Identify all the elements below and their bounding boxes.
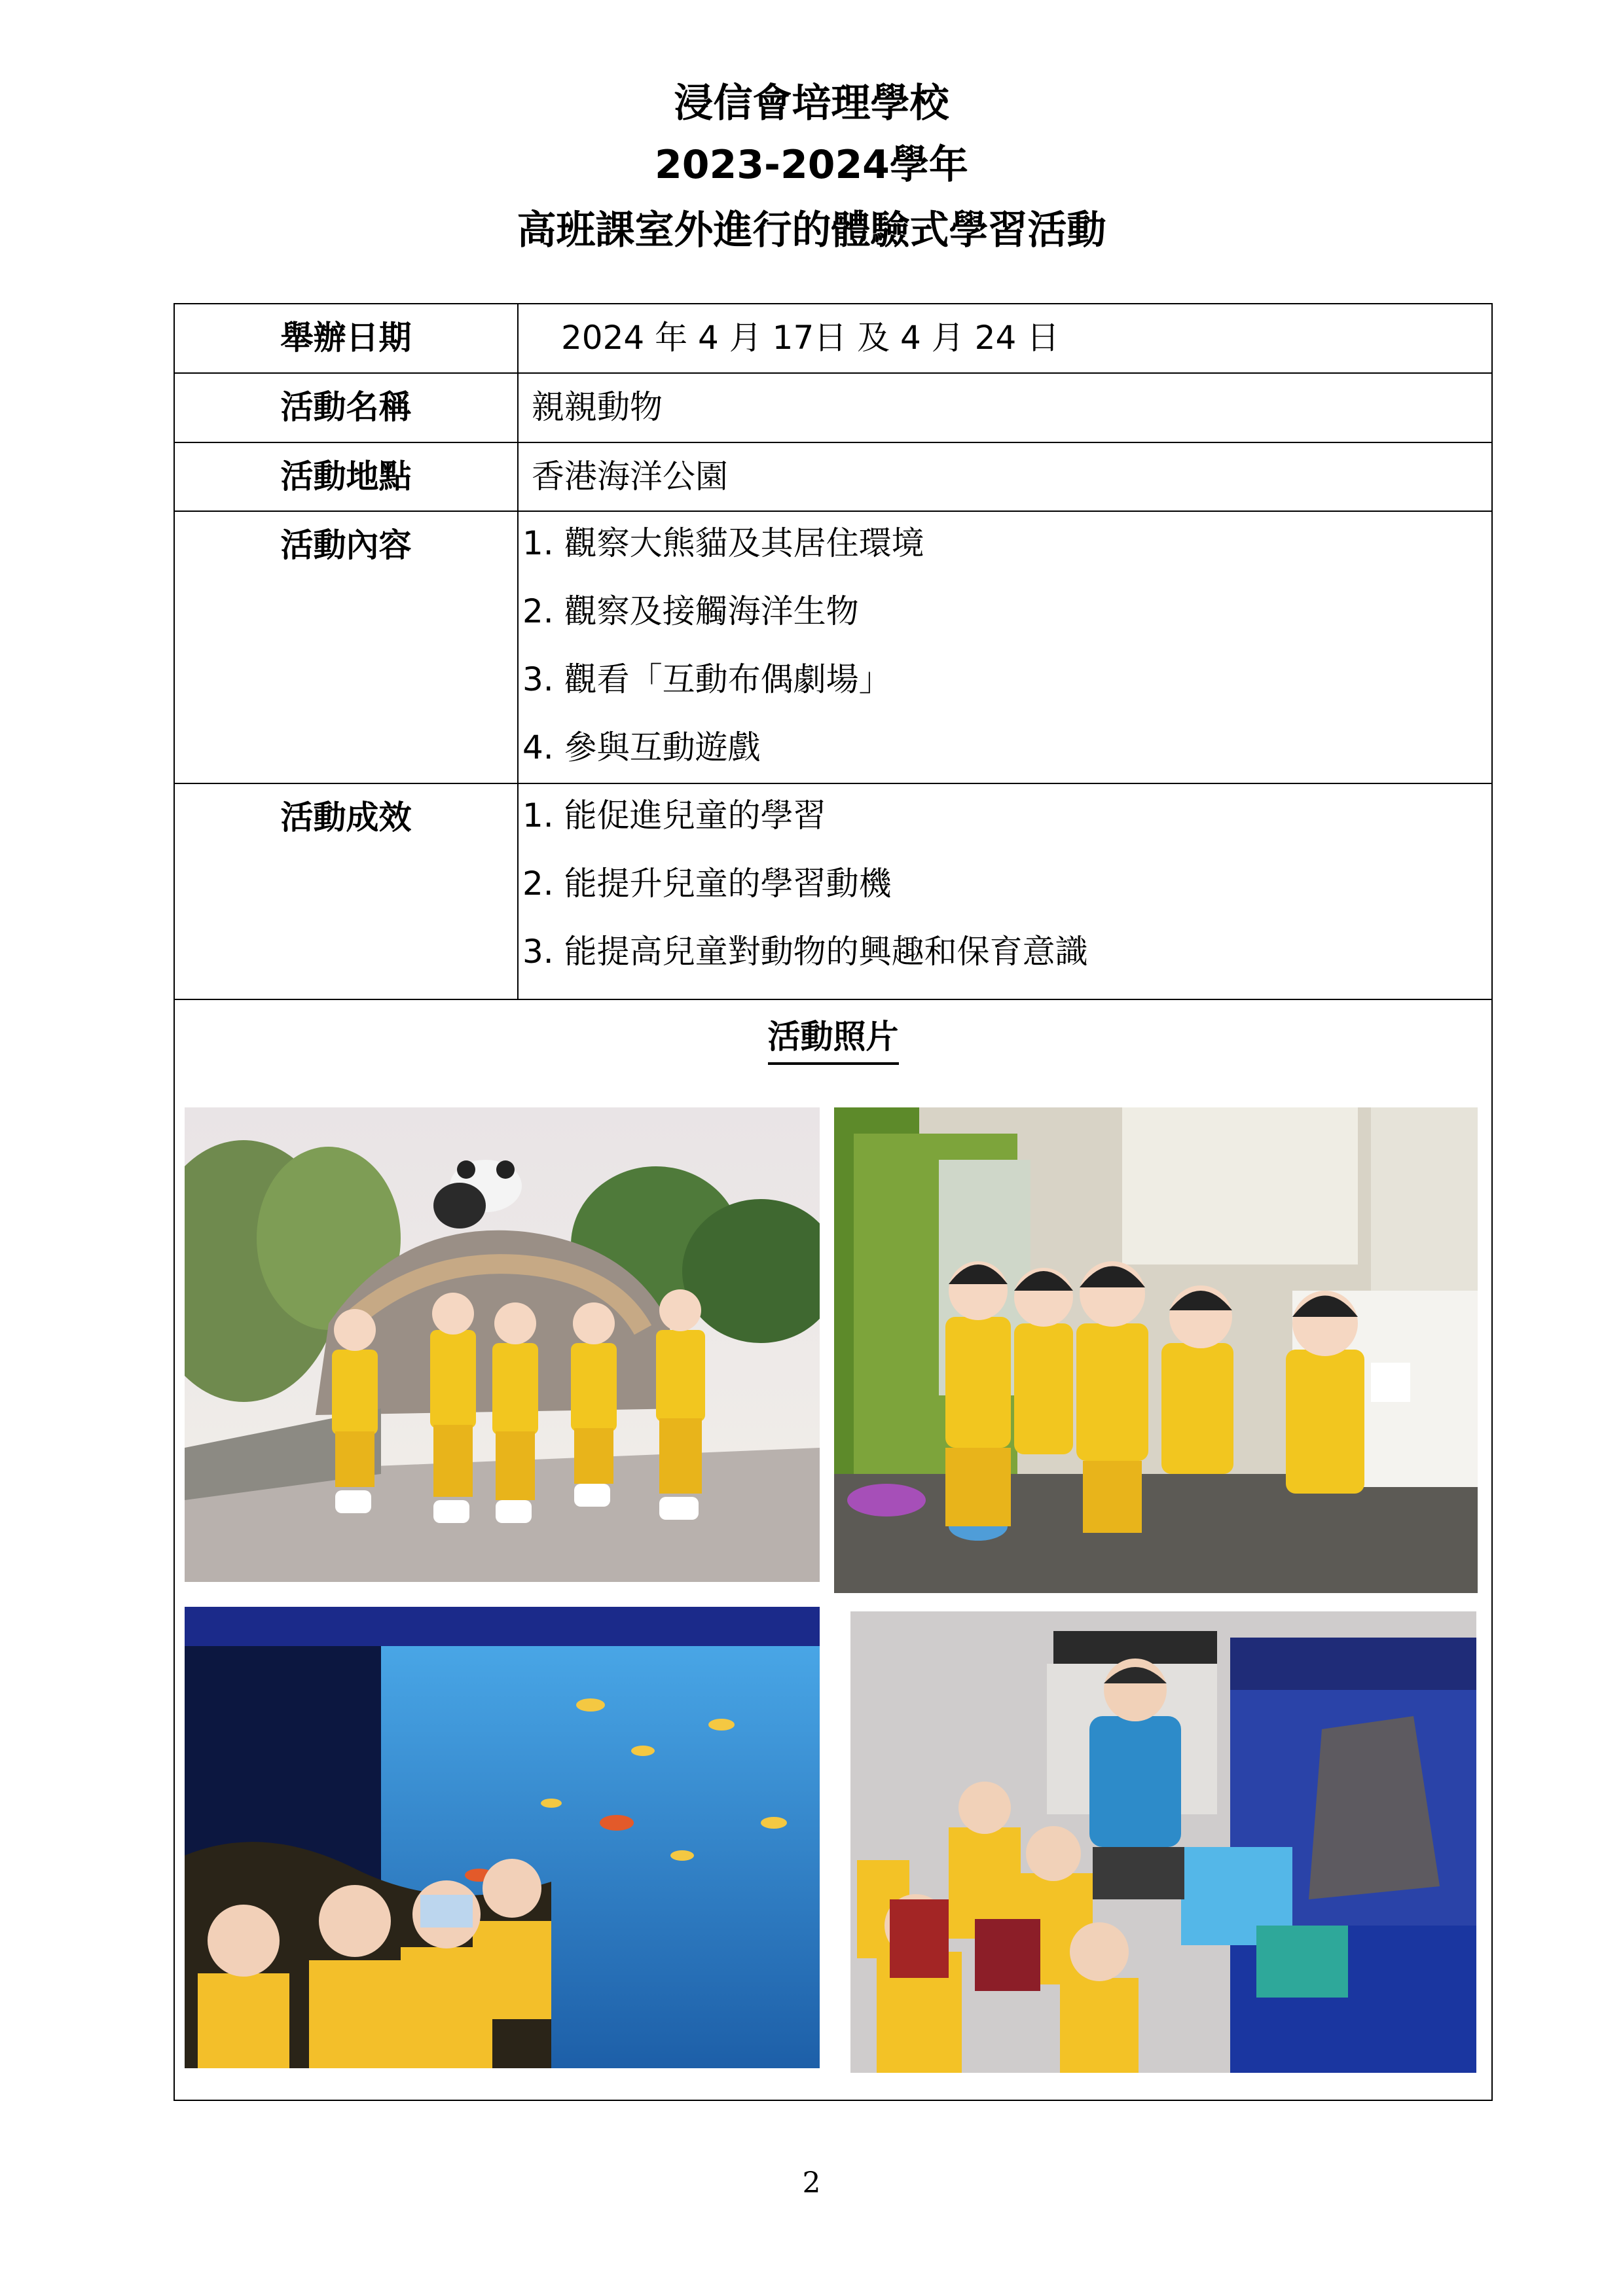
venue-value: 香港海洋公園 — [532, 457, 728, 495]
content-list — [519, 512, 924, 784]
venue-row — [175, 443, 1491, 512]
activity-name-label: 活動名稱 — [175, 374, 519, 442]
outcome-row — [175, 784, 1491, 1000]
photo-panda-entrance — [185, 1107, 820, 1582]
outcome-label: 活動成效 — [175, 784, 519, 999]
activity-name-row — [175, 374, 1491, 443]
photos-heading: 活動照片 — [175, 1011, 1491, 1065]
document-title: 高班課室外進行的體驗式學習活動 — [517, 207, 1106, 253]
photo-classroom-group — [834, 1107, 1478, 1593]
photo-classroom-group-image — [834, 1107, 1478, 1593]
date-value: 2024 年 4 月 17日 及 4 月 24 日 — [561, 319, 1060, 357]
school-year: 2023-2024學年 — [655, 142, 968, 188]
content-item: 2. 觀察及接觸海洋生物 — [522, 592, 859, 630]
page-number: 2 — [802, 2166, 821, 2200]
outcome-item: 1. 能促進兒童的學習 — [522, 797, 826, 834]
content-row — [175, 512, 1491, 784]
photo-puppet-theatre-image — [850, 1611, 1476, 2073]
content-item: 3. 觀看「互動布偶劇場」 — [522, 660, 892, 698]
content-item: 1. 觀察大熊貓及其居住環境 — [522, 524, 924, 562]
photo-aquarium — [185, 1607, 820, 2068]
school-name: 浸信會培理學校 — [674, 81, 949, 126]
photo-panda-entrance-image — [185, 1107, 820, 1582]
content-label: 活動內容 — [175, 512, 519, 783]
outcome-list — [519, 784, 1088, 988]
photo-puppet-theatre — [850, 1611, 1476, 2073]
date-label: 舉辦日期 — [175, 304, 519, 372]
outcome-item: 2. 能提升兒童的學習動機 — [522, 865, 892, 903]
content-item: 4. 參與互動遊戲 — [522, 728, 761, 766]
photo-aquarium-image — [185, 1607, 820, 2068]
activity-table — [173, 303, 1493, 2101]
activity-name-value: 親親動物 — [532, 388, 663, 426]
date-row — [175, 304, 1491, 374]
venue-label: 活動地點 — [175, 443, 519, 511]
outcome-item: 3. 能提高兒童對動物的興趣和保育意識 — [522, 933, 1088, 971]
